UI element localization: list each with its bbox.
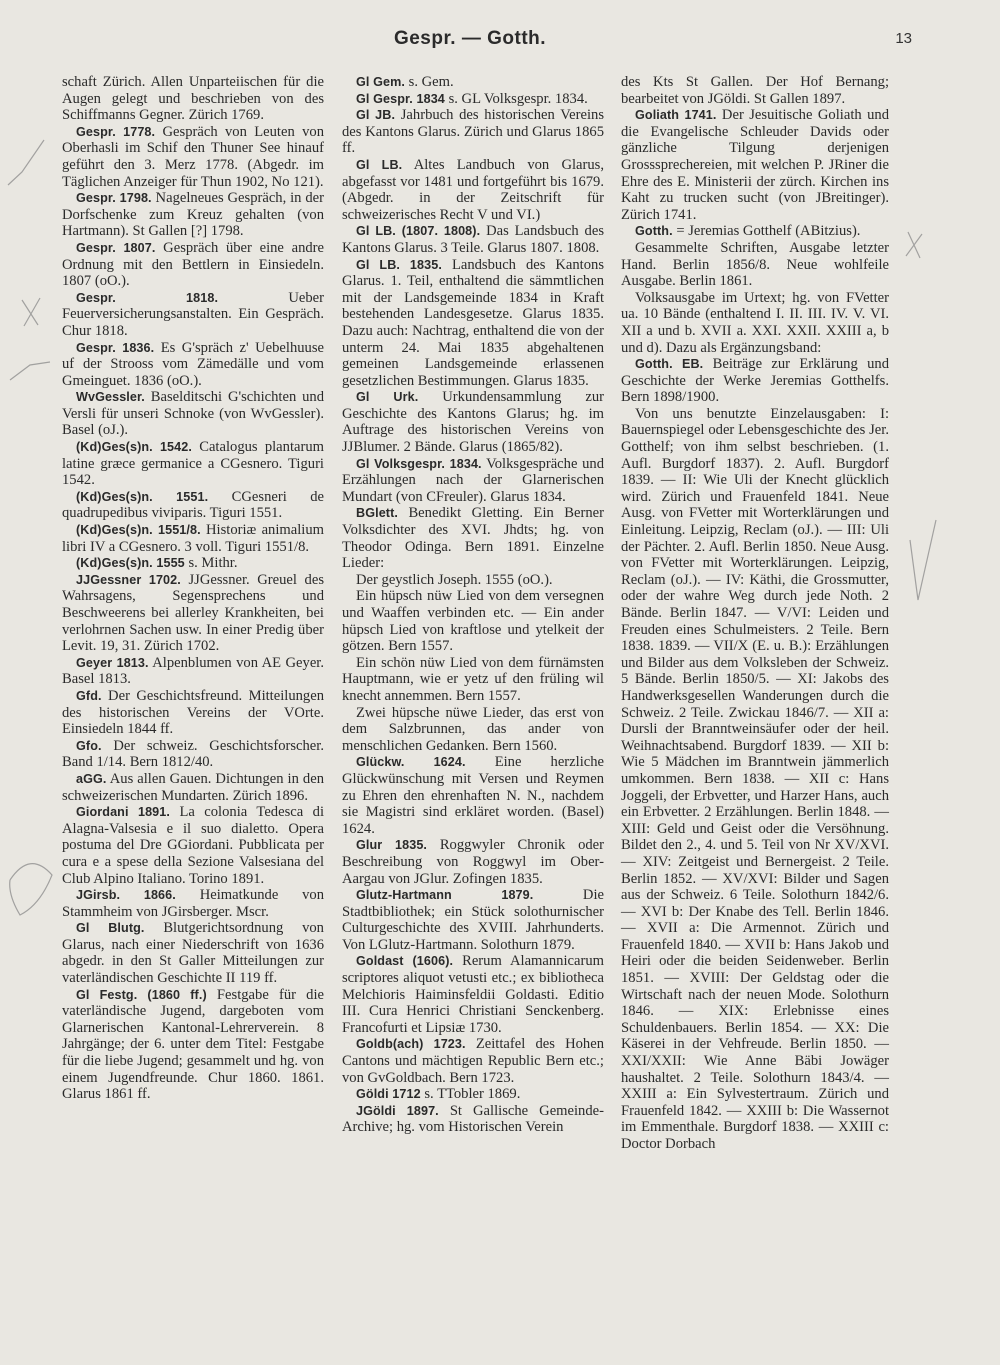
entry-text: s. GL Volksgespr. 1834.	[448, 90, 588, 107]
bibliography-entry	[62, 522, 324, 555]
entry-key: Gotth.	[635, 224, 673, 239]
bibliography-entry	[62, 771, 324, 804]
running-header	[0, 28, 1000, 58]
entry-text: Aus allen Gauen. Dichtungen in den schweizerischen Mundarten. Zürich 1896.	[62, 770, 325, 804]
bibliography-entry	[342, 837, 604, 887]
bibliography-entry	[342, 887, 604, 953]
entry-text: Festgabe für die vaterländische Jugend, dargeboten vom Glarnerischen Kantonal-Lehrerverein. 8 Jahrgänge; der 6. unter dem Titel: Festgabe für die liebe Jugend; gesammelt und hg. von einem Jugendfreunde. Chur 1860. 1861. Glarus 1861 ff.	[62, 986, 324, 1103]
entry-text: Landsbuch des Kantons Glarus. 1. Teil, enthaltend die sämmtlichen mit der Landsgemeinde 1834 in Kraft bestehenden Landesgesetze. Glarus 1835. Dazu auch: Nachtrag, enthaltend die von der unterm 24. Mai 1835 abgehaltenen gemeinen Landsgemeinde erlassenen gesetzlichen Bestimmungen. Glarus 1835.	[342, 256, 605, 389]
pencil-check-mark	[906, 232, 922, 258]
bibliography-entry	[342, 157, 604, 223]
entry-subtext	[621, 290, 889, 356]
entry-key: JGöldi 1897.	[356, 1103, 439, 1118]
entry-text: Jahrbuch des historischen Vereins des Kantons Glarus. Zürich und Glarus 1865 ff.	[342, 107, 604, 157]
entry-text: s. Gem.	[408, 74, 454, 90]
entry-key: (Kd)Ges(s)n. 1542.	[76, 440, 192, 455]
entry-key: aGG.	[76, 771, 107, 786]
bibliography-entry	[342, 74, 604, 91]
bibliography-entry	[342, 456, 604, 506]
entry-key: Gespr. 1807.	[76, 240, 156, 255]
entry-key: Gespr. 1798.	[76, 191, 152, 206]
bibliography-entry	[342, 223, 604, 256]
entry-key: Gl Volksgespr. 1834.	[356, 456, 482, 471]
entry-text: Benedikt Gletting. Ein Berner Volksdichter des XVI. Jhdts; hg. von Theodor Odinga. Bern 1891. Einzelne Lieder:	[342, 505, 604, 572]
bibliography-entry	[621, 356, 889, 406]
page-title: Gespr. — Gotth.	[393, 28, 547, 49]
bibliography-entry	[342, 505, 604, 571]
entry-key: (Kd)Ges(s)n. 1551.	[76, 489, 209, 504]
bibliography-entry	[62, 439, 324, 489]
entry-text: des Kts St Gallen. Der Hof Bernang; bearbeitet von JGöldi. St Gallen 1897.	[621, 74, 889, 107]
entry-key: JJGessner 1702.	[76, 572, 181, 587]
text-column-middle	[342, 74, 604, 1136]
pencil-check-mark	[10, 362, 50, 380]
entry-key: Gl LB.	[356, 157, 403, 172]
pencil-check-mark	[22, 298, 40, 326]
entry-key: Gespr. 1818.	[76, 290, 219, 305]
bibliography-entry	[62, 340, 324, 390]
entry-subtext	[621, 240, 889, 290]
entry-text: CGesneri de quadrupedibus viviparis. Tiguri 1551.	[62, 488, 324, 522]
entry-text: Roggwyler Chronik oder Beschreibung von Roggwyl im Ober-Aargau von JGlur. Zofingen 1835.	[342, 837, 605, 887]
bibliography-entry	[62, 124, 324, 190]
entry-text: Urkundensammlung zur Geschichte des Kantons Glarus; hg. im Auftrage des historischen Vereins von JJBlumer. 2 Bände. Glarus (1865/82).	[342, 389, 604, 456]
text-column-left	[62, 74, 324, 1103]
entry-key: Geyer 1813.	[76, 655, 149, 670]
entry-text: Der schweiz. Geschichtsforscher. Band 1/14. Bern 1812/40.	[62, 737, 324, 771]
pencil-check-mark	[8, 140, 44, 185]
bibliography-entry	[62, 738, 324, 771]
entry-key: Gespr. 1836.	[76, 340, 155, 355]
entry-text: Beiträge zur Erklärung und Geschichte der Werke Jeremias Gotthelfs. Bern 1898/1900.	[621, 356, 889, 406]
entry-key: Göldi 1712	[356, 1087, 421, 1102]
entry-text: Nagelneues Gespräch, in der Dorfschenke zum Kreuz gehalten (von Hartmann). St Gallen [?] 1798.	[62, 190, 324, 240]
entry-text: Das Landsbuch des Kantons Glarus. 3 Teile. Glarus 1807. 1808.	[342, 223, 604, 256]
entry-text: = Jeremias Gotthelf (ABitzius).	[676, 223, 861, 240]
entry-key: (Kd)Ges(s)n. 1555	[76, 556, 185, 571]
entry-key: Goldast (1606).	[356, 954, 454, 969]
bibliography-entry	[621, 107, 889, 223]
bibliography-entry	[62, 290, 324, 340]
bibliography-entry	[62, 920, 324, 986]
bibliography-entry	[62, 887, 324, 920]
entry-text: Es G'spräch z' Uebelhuuse uf der Strooss vom Zämedälle und vom Gmeinguet. 1836 (oO.).	[62, 339, 325, 389]
entry-continuation	[62, 74, 324, 124]
entry-subtext	[342, 655, 604, 705]
bibliography-entry	[62, 572, 324, 655]
entry-text: Der geystlich Joseph. 1555 (oO.).	[356, 571, 553, 588]
entry-text: Heimatkunde von Stammheim von JGirsberger. Mscr.	[62, 887, 324, 920]
bibliography-entry	[62, 240, 324, 290]
bibliography-entry	[342, 91, 604, 108]
bibliography-entry	[62, 555, 324, 572]
entry-subtext	[342, 705, 604, 755]
entry-text: La colonia Tedesca di Alagna-Valsesia e il suo dialetto. Opera postuma del Dre GGiordani. Pubblicata per cura e a spese della Sezione Valsesiana del Club Alpino Italiano. Torino 1891.	[62, 804, 324, 887]
pencil-check-mark	[10, 864, 52, 915]
bibliography-entry	[621, 223, 889, 240]
bibliography-entry	[342, 1103, 604, 1136]
entry-key: Gl Blutg.	[76, 921, 145, 936]
entry-text: schaft Zürich. Allen Unparteiischen für die Augen gelegt und beschrieben von des Schiffmanns Gegner. Zürich 1769.	[62, 74, 324, 124]
entry-text: Von uns benutzte Einzelausgaben: I: Bauernspiegel oder Lebensgeschichte des Jer. Gotthelf; von ihm selbst beschrieben. (1. Aufl. Burgdorf 1837). 2. Aufl. Burgdorf 1839. — II: Wie Uli der Knecht glücklich wird. Zürich und Frauenfeld 1841. Neue Ausg. von FVetter mit Worterklärungen und Einleitung. Leipzig, Reclam (oJ.). — III: Uli der Pächter. 2. Aufl. Berlin 1850. Neue Ausg. von FVetter mit Worterklärungen. Leipzig, Reclam (oJ.). — IV: Käthi, die Grossmutter, oder der wahre Weg durch jede Noth. 2 Bände. Berlin 1847. — V/VI: Leiden und Freuden eines Schulmeisters. 2 Teile. Bern 1838. 1839. — VII/X (E. u. B.): Erzählungen und Bilder aus dem Volksleben der Schweiz. 5 Bände. Berlin 1850/5. — XI: Jakobs des Handwerksgesellen Wanderungen durch die Schweiz. 2 Teile. Zwickau 1846/7. — XII a: Dursli der Branntweinsäufer oder der heil. Weihnachtsabend. Burgdorf 1839. — XII b: Wie 5 Mädchen im Branntwein jämmerlich umkommen. Bern 1838. — XII c: Hans Joggeli, der Erbvetter, und Harzer Hans, auch ein Erbvetter. 2 Erzählungen. Berlin 1848. — XIII: Geld und Geist oder die Versöhnung. Bildet den 2., 4. und 5. Teil von Nr XV/XVI. — XIV: Zeitgeist und Bernergeist. 2 Teile. Berlin 1852. — XV/XVI: Bilder und Sagen aus der Schweiz. 6 Teile. Solothurn 1842/6. — XVI b: Der Knabe des Tell. Berlin 1846. — XVII a: Die Armennot. Zürich und Frauenfeld 1840. — XVII b: Hans Jakob und Heiri oder die beiden Seidenweber. Berlin 1851. — XVIII: Der Geldstag oder die Wirtschaft nach der neuen Mode. Solothurn 1846. — XIX: Erlebnisse eines Schuldenbauers. Berlin 1854. — XX: Die Käserei in der Vehfreude. Berlin 1850. — XXI/XXII: Wie Anne Bäbi Jowäger haushaltet. 2 Teile. Solothurn 1843/4. — XXIII a: Ein Sylvestertraum. Zürich und Frauenfeld 1842. — XXIII b: Die Wassernot im Emmenthale. Burgdorf 1838. — XXIII c: Doctor Dorbach	[621, 405, 889, 1152]
entry-key: Glutz-Hartmann 1879.	[356, 888, 534, 903]
bibliography-entry	[62, 190, 324, 240]
entry-text: Ein hüpsch nüw Lied von dem versegnen und Waaffen verbinden etc. — Ein ander hüpsch Lied von kraftlose und ytelkeit der götzen. Bern 1557.	[342, 588, 604, 655]
entry-key: Gfo.	[76, 738, 102, 753]
bibliography-entry	[342, 389, 604, 455]
bibliography-entry	[62, 655, 324, 688]
bibliography-entry	[342, 1036, 604, 1086]
entry-key: JGirsb. 1866.	[76, 888, 176, 903]
entry-text: Baselditschi G'schichten und Versli für unseri Schnoke (von WvGessler). Basel (oJ.).	[62, 389, 324, 439]
entry-key: (Kd)Ges(s)n. 1551/8.	[76, 523, 201, 538]
entry-key: Glückw. 1624.	[356, 755, 466, 770]
entry-text: Die Stadtbibliothek; ein Stück solothurnischer Culturgeschichte des XVIII. Jahrhunderts. Von LGlutz-Hartmann. Solothurn 1879.	[342, 887, 604, 953]
bibliography-entry	[62, 688, 324, 738]
entry-key: Gfd.	[76, 688, 102, 703]
pencil-check-mark	[910, 520, 936, 600]
entry-key: Gl JB.	[356, 108, 396, 123]
entry-text: Gesammelte Schriften, Ausgabe letzter Hand. Berlin 1856/8. Neue wohlfeile Ausgabe. Berlin 1861.	[621, 239, 889, 290]
entry-key: Gl Gem.	[356, 75, 405, 89]
entry-text: Ueber Feuerversicherungsanstalten. Ein Gespräch. Chur 1818.	[62, 289, 324, 339]
entry-text: Blutgerichtsordnung von Glarus, nach einer Niederschrift von 1636 abgedr. in den St Galler Mitteilungen zur vaterländischen Geschichte II 119 ff.	[62, 920, 324, 987]
entry-text: s. Mithr.	[188, 555, 238, 572]
entry-key: BGlett.	[356, 506, 398, 521]
entry-key: Gl LB. 1835.	[356, 257, 442, 272]
entry-text: Ein schön nüw Lied von dem fürnämsten Hauptmann, wie er yetz uf den früling wil knecht annemmen. Bern 1557.	[342, 654, 604, 704]
entry-text: s. TTobler 1869.	[424, 1086, 521, 1103]
entry-key: Gl LB. (1807. 1808).	[356, 224, 481, 239]
entry-continuation	[621, 74, 889, 107]
entry-text: Der Geschichtsfreund. Mitteilungen des historischen Vereins der VOrte. Einsiedeln 1844 ff.	[62, 687, 324, 738]
page-number: 13	[895, 30, 912, 47]
bibliography-entry	[342, 107, 604, 157]
entry-text: Rerum Alamannicarum scriptores aliquot vetusti etc.; ex bibliotheca Melchioris Haiminsfeldii Goldasti. Editio III. Cura Henrici Christiani Senckenberg. Francofurti et Lipsiæ 1730.	[342, 953, 604, 1036]
entry-text: Zwei hüpsche nüwe Lieder, das erst von dem Salzbrunnen, das ander von menschlichen Gedanken. Bern 1560.	[342, 704, 604, 754]
entry-subtext	[621, 406, 889, 1153]
entry-key: WvGessler.	[76, 390, 145, 405]
text-column-right	[621, 74, 889, 1153]
entry-key: Gespr. 1778.	[76, 124, 156, 139]
bibliography-entry	[342, 1086, 604, 1103]
entry-text: Altes Landbuch von Glarus, abgefasst vor 1481 und fortgeführt bis 1679. (Abgedr. in der Zeitschrift für schweizerisches Recht V und VI.)	[342, 156, 604, 223]
entry-key: Goldb(ach) 1723.	[356, 1037, 466, 1052]
entry-text: Historiæ animalium libri IV a CGesnero. 3 voll. Tiguri 1551/8.	[62, 522, 324, 555]
entry-text: Zeittafel des Hohen Cantons und mächtigen Republic Bern etc.; von GvGoldbach. Bern 1723.	[342, 1036, 604, 1086]
bibliography-entry	[342, 257, 604, 390]
bibliography-entry	[62, 389, 324, 439]
entry-key: Gotth. EB.	[635, 357, 704, 372]
entry-text: Gespräch über eine andre Ordnung mit den Bettlern in Einsiedeln. 1807 (oO.).	[62, 239, 324, 290]
entry-subtext	[342, 572, 604, 589]
entry-text: Volksausgabe im Urtext; hg. von FVetter ua. 10 Bände (enthaltend I. II. III. IV. V. VI. XII a und b. XVII a. XXI. XXII. XXIII a, b und d). Dazu als Ergänzungsband:	[621, 289, 889, 356]
entry-key: Gl Gespr. 1834	[356, 91, 445, 106]
bibliography-entry	[62, 987, 324, 1103]
bibliography-entry	[342, 754, 604, 837]
entry-text: JJGessner. Greuel des Wahrsagens, Segensprechens und Beschweerens bei allerley Krankheiten, bei verlohrnen Sachen usw. In einer Predig über Levit. 19, 31. Zürich 1702.	[62, 571, 325, 655]
entry-key: Glur 1835.	[356, 838, 428, 853]
entry-key: Goliath 1741.	[635, 108, 717, 123]
entry-text: Gespräch von Leuten von Oberhasli im Schif den Thuner See hinauf geführt den 3. Merz 1778. (Abgedr. im Täglichen Anzeiger für Thun 1902, No 121).	[62, 123, 325, 190]
entry-key: Giordani 1891.	[76, 805, 170, 820]
entry-key: Gl Festg. (1860 ff.)	[76, 987, 207, 1002]
entry-text: St Gallische Gemeinde-Archive; hg. vom Historischen Verein	[342, 1102, 604, 1136]
entry-key: Gl Urk.	[356, 390, 419, 405]
entry-text: Catalogus plantarum latine græce germanice a CGesnero. Tiguri 1542.	[62, 439, 324, 489]
bibliography-entry	[62, 804, 324, 887]
entry-text: Volksgespräche und Erzählungen nach der Glarnerischen Mundart (von CFreuler). Glarus 1834.	[342, 455, 604, 505]
entry-subtext	[342, 588, 604, 654]
entry-text: Eine herzliche Glückwünschung mit Versen und Reymen zu Ehren den ehrenhaften N. N., nachdem sie Magistri sind erkläret worden. (Basel) 1624.	[342, 754, 604, 837]
bibliography-entry	[342, 953, 604, 1036]
entry-text: Der Jesuitische Goliath und die Evangelische Schleuder Davids oder gänzliche Tilgung derjenigen Grosssprechereien, mit welchen P. JRiner die Ehre des E. Ministerii der zürch. Kirchen ins Kaht zu trucken sucht (von JBreitinger). Zürich 1741.	[621, 107, 889, 223]
bibliography-entry	[62, 489, 324, 522]
entry-text: Alpenblumen von AE Geyer. Basel 1813.	[62, 654, 324, 688]
